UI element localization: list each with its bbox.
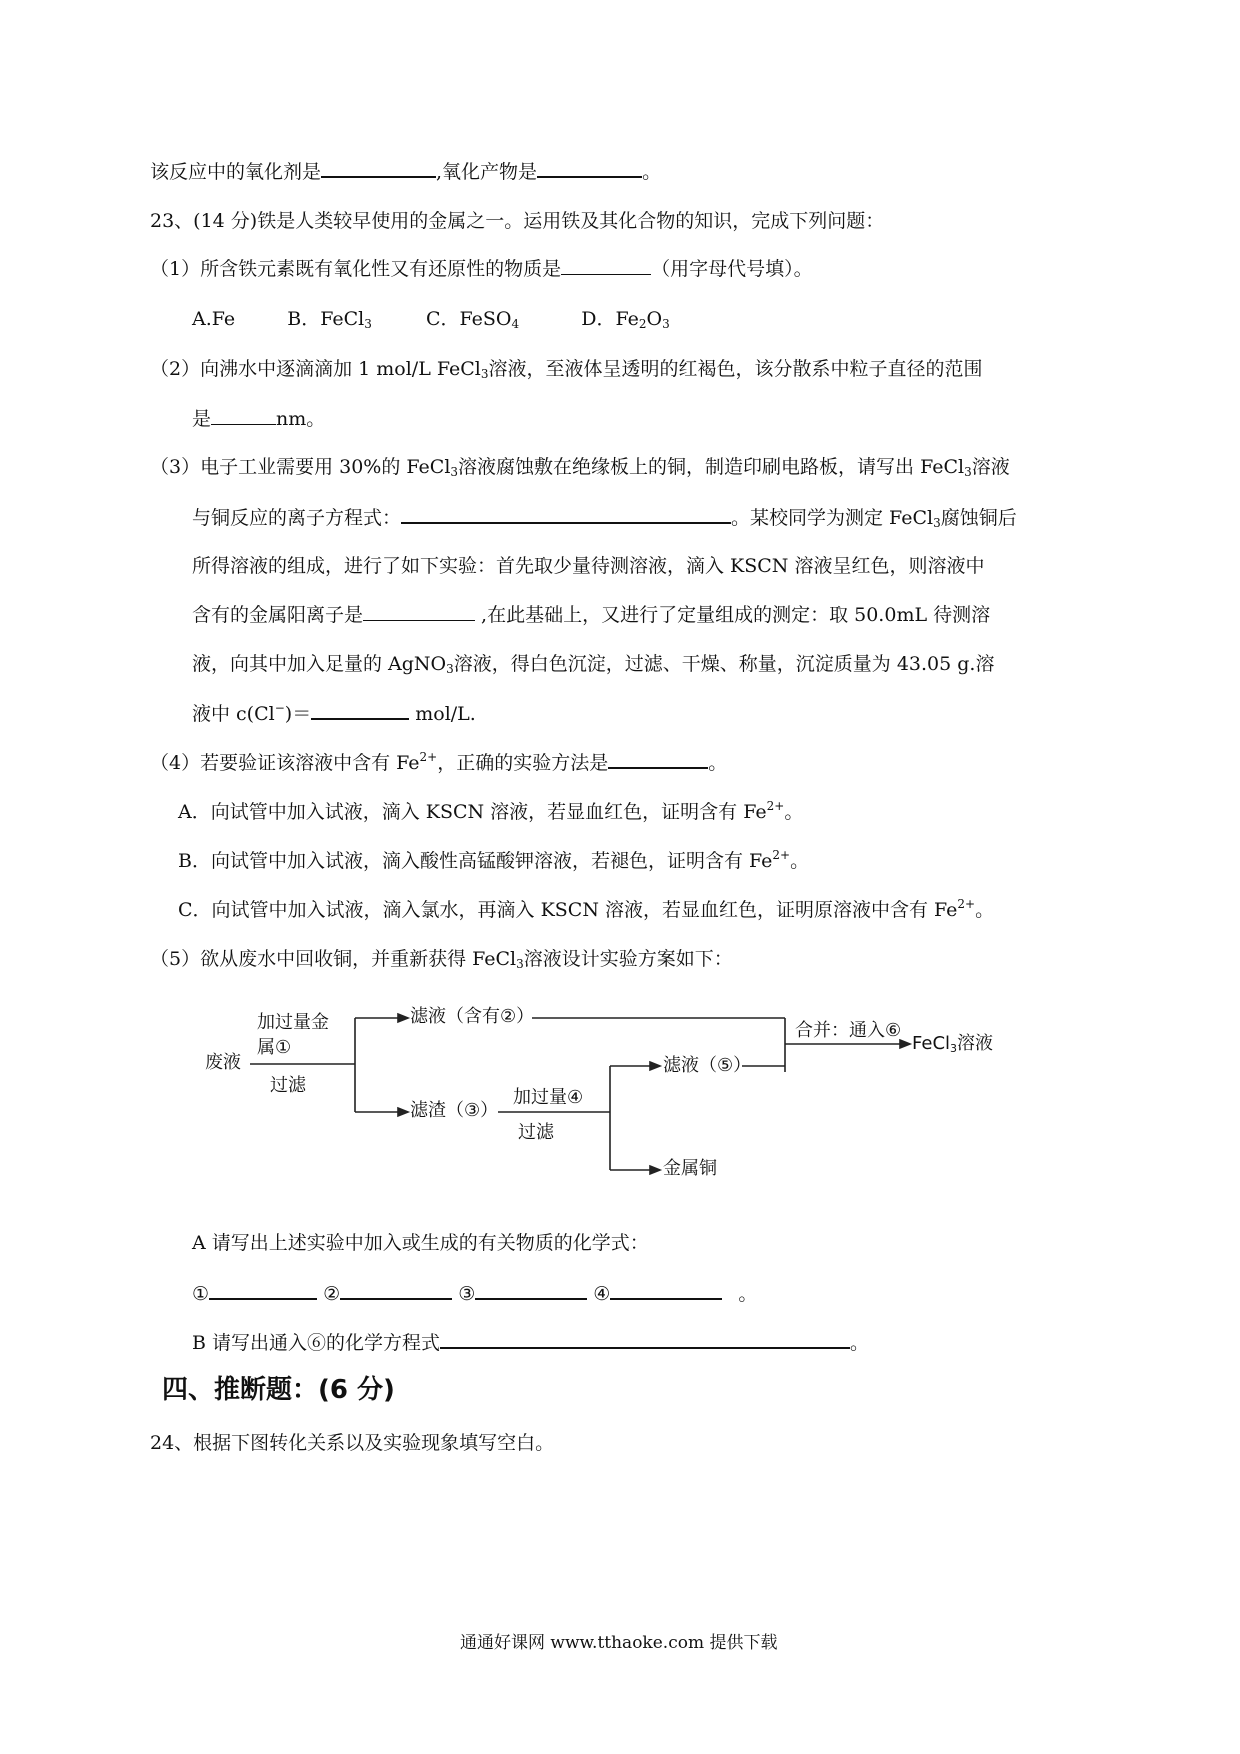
waste-liquid-label: 废液 (205, 1052, 241, 1073)
part5-question-b: B 请写出通入⑥的化学方程式 。 (192, 1329, 869, 1356)
answer-blank-1[interactable] (209, 1280, 317, 1300)
option-b: B．FeCl$_3$ (287, 308, 372, 331)
filter-label-1: 过滤 (270, 1075, 306, 1096)
q23-part4-option-b: B．向试管中加入试液，滴入酸性高锰酸钾溶液，若褪色，证明含有 $Fe^{2+}$。 (178, 848, 810, 872)
q23-part5: （5）欲从废水中回收铜，并重新获得 FeCl$_3$溶液设计实验方案如下： (150, 948, 733, 971)
question-24: 24、根据下图转化关系以及实验现象填写空白。 (150, 1432, 555, 1454)
answer-blank-4[interactable] (610, 1280, 722, 1300)
option-c: C．FeSO$_4$ (425, 308, 520, 331)
q23-part3-line6: 液中 c(Cl−)＝ mol/L. (192, 701, 476, 725)
merge-label: 合并：通入⑥ (795, 1020, 902, 1041)
q23-part2-line2: 是 nm。 (192, 408, 326, 430)
q23-part3-line3: 所得溶液的组成，进行了如下实验：首先取少量待测溶液，滴入 KSCN 溶液呈红色，则溶液中 (192, 555, 985, 577)
top-line: 该反应中的氧化剂是 ,氧化产物是 。 (150, 158, 661, 185)
q23-part3-line5: 液，向其中加入足量的 AgNO$_3$溶液，得白色沉淀，过滤、干燥、称量，沉淀质量为 43.05 g.溶 (192, 653, 995, 676)
part5-question-a: A 请写出上述实验中加入或生成的有关物质的化学式： (192, 1232, 649, 1254)
add-metal-label-line1: 加过量金 (257, 1012, 329, 1033)
residue-3-label: 滤渣（③） (410, 1100, 499, 1121)
question-23-intro: 23、(14 分)铁是人类较早使用的金属之一。运用铁及其化合物的知识，完成下列问题： (150, 210, 885, 232)
q23-part4: （4）若要验证该溶液中含有 $Fe^{2+}$，正确的实验方法是 。 (150, 750, 728, 774)
fecl3-product-label: FeCl$_3$溶液 (912, 1033, 994, 1055)
copper-metal-label: 金属铜 (663, 1158, 717, 1179)
option-d: D．$Fe_2O_3$ (581, 308, 670, 331)
add-reagent-4-label: 加过量④ (513, 1087, 584, 1108)
q23-part3-line2: 与铜反应的离子方程式： 。某校同学为测定 FeCl$_3$腐蚀铜后 (192, 504, 1017, 531)
filter-label-2: 过滤 (518, 1122, 554, 1143)
q23-part4-option-a: A．向试管中加入试液，滴入 KSCN 溶液，若显血红色，证明含有 $Fe^{2+}$。 (178, 799, 804, 823)
option-a: A.Fe (192, 308, 236, 330)
part5-answer-blanks: ① ② ③ ④ 。 (192, 1280, 757, 1307)
q23-part2-line1: （2）向沸水中逐滴滴加 1 mol/L FeCl$_3$溶液，至液体呈透明的红褐色，该分散系中粒子直径的范围 (150, 358, 983, 381)
filtrate-5-label: 滤液（⑤） (663, 1055, 752, 1076)
q23-part3-line4: 含有的金属阳离子是 ,在此基础上，又进行了定量组成的测定：取 50.0mL 待测溶 (192, 604, 991, 626)
section-4-heading: 四、推断题：(6 分) (162, 1375, 395, 1405)
q23-part1: （1）所含铁元素既有氧化性又有还原性的物质是 （用字母代号填）。 (150, 258, 813, 280)
q23-part3-line1: （3）电子工业需要用 30%的 FeCl$_3$溶液腐蚀敷在绝缘板上的铜，制造印刷电路板，请写出 FeCl$_3$溶液 (150, 456, 1010, 479)
page-footer: 通通好课网 www.tthaoke.com 提供下载 (460, 1633, 778, 1653)
add-metal-label-line2: 属① (257, 1037, 292, 1058)
answer-blank-3[interactable] (475, 1280, 587, 1300)
q23-part4-option-c: C．向试管中加入试液，滴入氯水，再滴入 KSCN 溶液，若显血红色，证明原溶液中含有 $Fe^{2+}$。 (178, 897, 995, 921)
answer-blank-equation-6[interactable] (440, 1329, 850, 1349)
answer-blank-2[interactable] (340, 1280, 452, 1300)
filtrate-2-label: 滤液（含有②） (410, 1006, 535, 1027)
